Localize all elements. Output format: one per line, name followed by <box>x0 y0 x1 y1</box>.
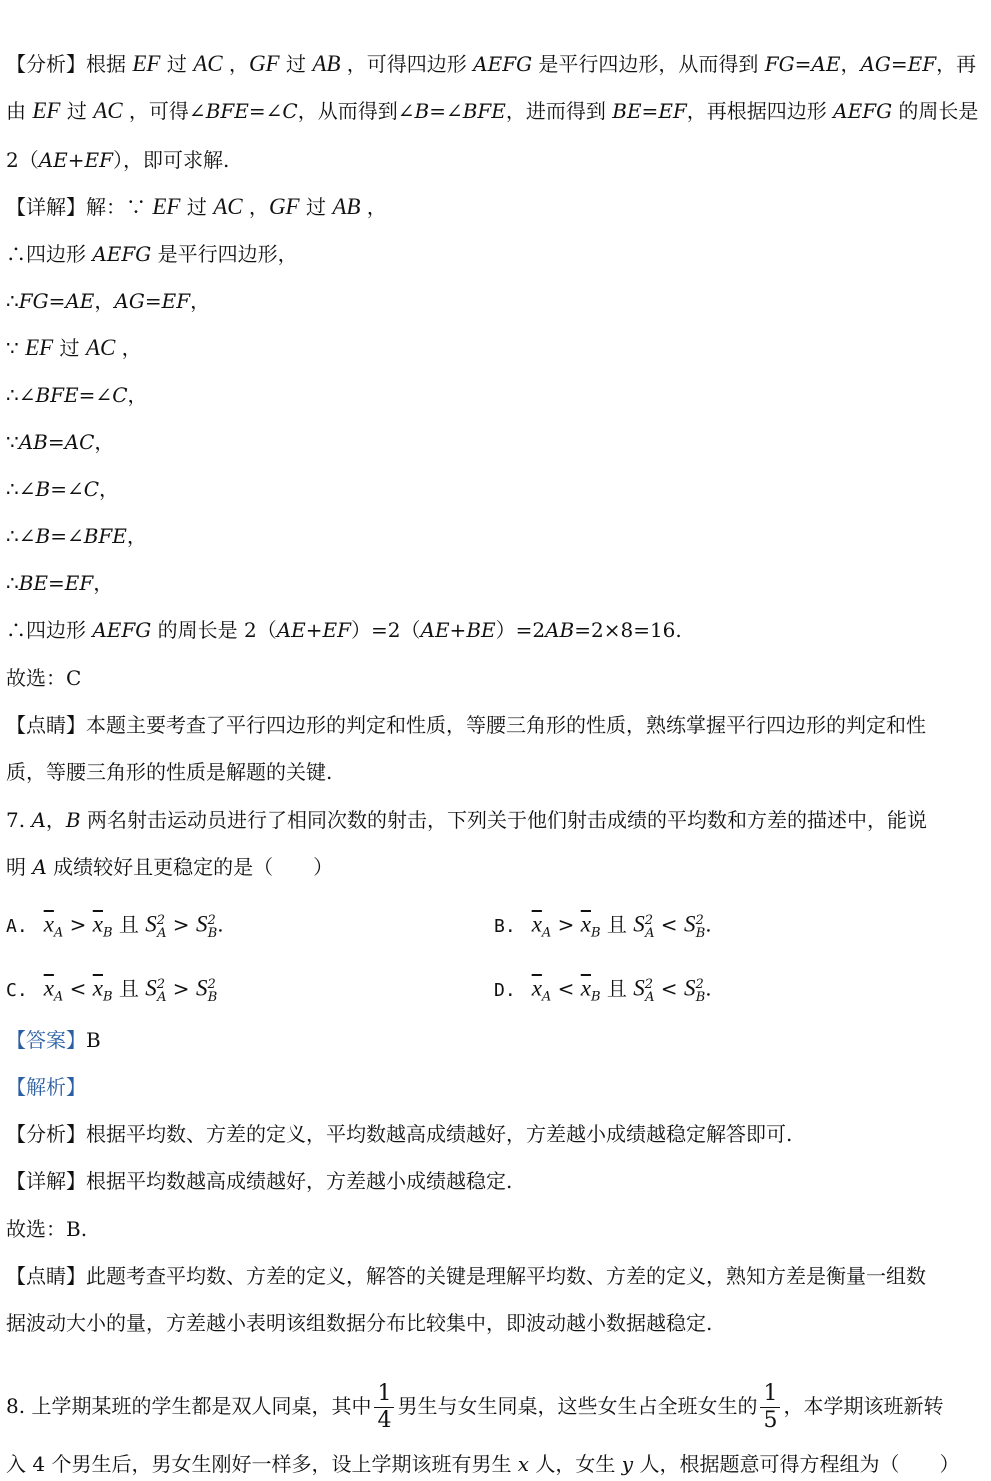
question-7-line-2: 明 A 成绩较好且更稳定的是（ ） <box>6 855 334 879</box>
q8-text-b: 男生与女生同桌，这些女生占全班女生的 <box>397 1394 758 1418</box>
option-b-label: B. <box>494 915 516 937</box>
answer-value: B <box>86 1028 101 1052</box>
detail-line-1: 【详解】解：∵ EF 过 AC ，GF 过 AB ， <box>6 194 387 219</box>
option-c-label: C. <box>6 979 28 1001</box>
detail-line-4: ∵ EF 过 AC ， <box>6 335 142 360</box>
detail-line-2: ∴四边形 AEFG 是平行四边形， <box>6 242 298 266</box>
analysis-line-2: 由 EF 过 AC ，可得∠BFE=∠C，从而得到∠B=∠BFE，进而得到 BE=EF，再根据四边形 AEFG 的周长是 <box>6 98 979 123</box>
detail-line-7: ∴∠B=∠C， <box>6 477 120 501</box>
detail-line-6: ∵AB=AC， <box>6 430 115 454</box>
answer-tag: 【答案】 <box>6 1028 86 1052</box>
question-7-line-1: 7. A，B 两名射击运动员进行了相同次数的射击，下列关于他们射击成绩的平均数和方差的描述中，能说 <box>6 808 927 832</box>
detail-line-5: ∴∠BFE=∠C， <box>6 383 148 407</box>
q8-text-a: 8. 上学期某班的学生都是双人同桌，其中 <box>6 1394 372 1418</box>
analysis-tag: 【分析】 <box>6 52 86 76</box>
analysis-line-3: 2（AE+EF），即可求解. <box>6 148 230 172</box>
question-8-line-1 <box>6 1378 943 1434</box>
option-b: B. $\overline{x}_A > \overline{x}_B$ 且 $S^2_A < S^2_B$. <box>494 911 712 941</box>
detail-line-9: ∴BE=EF， <box>6 571 114 595</box>
analysis-line-1: 【分析】根据 EF 过 AC ，GF 过 AB ，可得四边形 AEFG 是平行四边形，从而得到 FG=AE，AG=EF，再 <box>6 51 977 76</box>
option-a: A. $\overline{x}_A > \overline{x}_B$ 且 $S^2_A > S^2_B$. <box>6 911 224 941</box>
detail-line-10: ∴四边形 AEFG 的周长是 2（AE+EF）=2（AE+BE）=2AB=2×8=16. <box>6 618 682 642</box>
comment-line-2: 质，等腰三角形的性质是解题的关键. <box>6 760 333 784</box>
option-c: C. $\overline{x}_A < \overline{x}_B$ 且 $S^2_A > S^2_B$ <box>6 975 218 1005</box>
option-a-label: A. <box>6 915 28 937</box>
choice-line: 故选：C <box>6 666 82 690</box>
answer-line <box>6 1026 101 1054</box>
q7-comment-line-2: 据波动大小的量，方差越小表明该组数据分布比较集中，即波动越小数据越稳定. <box>6 1311 713 1335</box>
fraction-one-quarter: $\frac{1}{4}$ <box>374 1381 394 1434</box>
detail-line-8: ∴∠B=∠BFE， <box>6 524 147 548</box>
q7-comment-line-1: 【点睛】此题考查平均数、方差的定义，解答的关键是理解平均数、方差的定义，熟知方差是衡量一组数 <box>6 1264 926 1288</box>
question-8-line-2: 入 4 个男生后，男女生刚好一样多，设上学期该班有男生 x 人，女生 y 人，根据题意可得方程组为（ ） <box>6 1452 960 1476</box>
detail-line-3: ∴FG=AE，AG=EF， <box>6 289 211 313</box>
fraction-one-fifth: $\frac{1}{5}$ <box>760 1381 780 1434</box>
q8-text-c: ，本学期该班新转 <box>783 1394 944 1418</box>
comment-line-1: 【点睛】本题主要考查了平行四边形的判定和性质，等腰三角形的性质，熟练掌握平行四边形的判定和性 <box>6 713 926 737</box>
jiexi-tag: 【解析】 <box>6 1075 86 1099</box>
q7-choice: 故选：B. <box>6 1217 88 1241</box>
option-d-label: D. <box>494 979 516 1001</box>
option-d: D. $\overline{x}_A < \overline{x}_B$ 且 $S^2_A < S^2_B$. <box>494 975 712 1005</box>
q7-analysis: 【分析】根据平均数、方差的定义，平均数越高成绩越好，方差越小成绩越稳定解答即可. <box>6 1122 793 1146</box>
q7-detail: 【详解】根据平均数越高成绩越好，方差越小成绩越稳定. <box>6 1169 513 1193</box>
